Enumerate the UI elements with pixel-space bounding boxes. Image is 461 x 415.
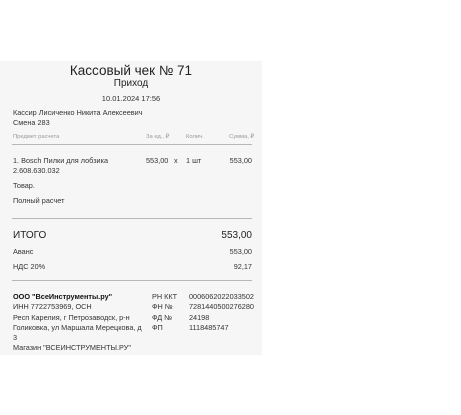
shift: Смена 283: [13, 118, 50, 127]
fiscal-value-fp: 1118485747: [189, 323, 229, 332]
receipt: [0, 61, 262, 355]
vat-label: НДС 20%: [13, 262, 46, 271]
column-header-unit-price: За ед., ₽: [146, 134, 170, 140]
seller-address-line2: Голиковка, ул Маршала Мерецкова, д: [13, 323, 142, 332]
fiscal-label-fn: ФН №: [152, 302, 173, 311]
header-divider: [12, 144, 252, 145]
column-header-qty: Колич.: [186, 134, 204, 140]
fiscal-value-fd: 24198: [189, 313, 210, 322]
items-divider: [12, 218, 252, 219]
receipt-datetime: 10.01.2024 17:56: [101, 94, 161, 103]
total-label: ИТОГО: [13, 230, 47, 241]
column-header-item: Предмет расчета: [13, 134, 60, 140]
receipt-subtitle: Приход: [113, 78, 149, 89]
seller-address-line1: Респ Карелия, г Петрозаводск, р-н: [13, 313, 130, 322]
fiscal-label-rn-kkt: РН ККТ: [152, 292, 178, 301]
item-name-line1: 1. Bosch Пилки для лобзика: [13, 156, 109, 165]
payment-method: Полный расчет: [13, 196, 65, 205]
totals-divider: [12, 280, 252, 281]
receipt-title: Кассовый чек № 71: [69, 63, 193, 78]
item-type: Товар.: [13, 181, 35, 190]
item-price: 553,00: [146, 156, 169, 165]
vat-value: 92,17: [233, 262, 252, 271]
cashier: Кассир Лисиченко Никита Алексеевич: [13, 108, 143, 117]
column-header-sum: Сумма, ₽: [229, 134, 255, 140]
fiscal-value-rn-kkt: 0006062022033502: [189, 292, 254, 301]
fiscal-value-fn: 7281440500276280: [189, 302, 254, 311]
item-sum: 553,00: [229, 156, 252, 165]
fiscal-label-fd: ФД №: [152, 313, 173, 322]
seller-address-line3: 3: [13, 333, 18, 342]
item-qty: 1 шт: [186, 156, 202, 165]
seller-inn: ИНН 7722753969, ОСН: [13, 302, 92, 311]
advance-value: 553,00: [229, 247, 252, 256]
store-name: Магазин "ВСЕИНСТРУМЕНТЫ.РУ": [13, 343, 131, 352]
advance-label: Аванс: [13, 247, 34, 256]
fiscal-label-fp: ФП: [152, 323, 163, 332]
seller-name: ООО "ВсеИнструменты.ру": [13, 292, 113, 301]
multiply-sign: x: [174, 156, 178, 165]
total-value: 553,00: [221, 230, 252, 241]
item-name-line2: 2.608.630.032: [13, 166, 60, 175]
